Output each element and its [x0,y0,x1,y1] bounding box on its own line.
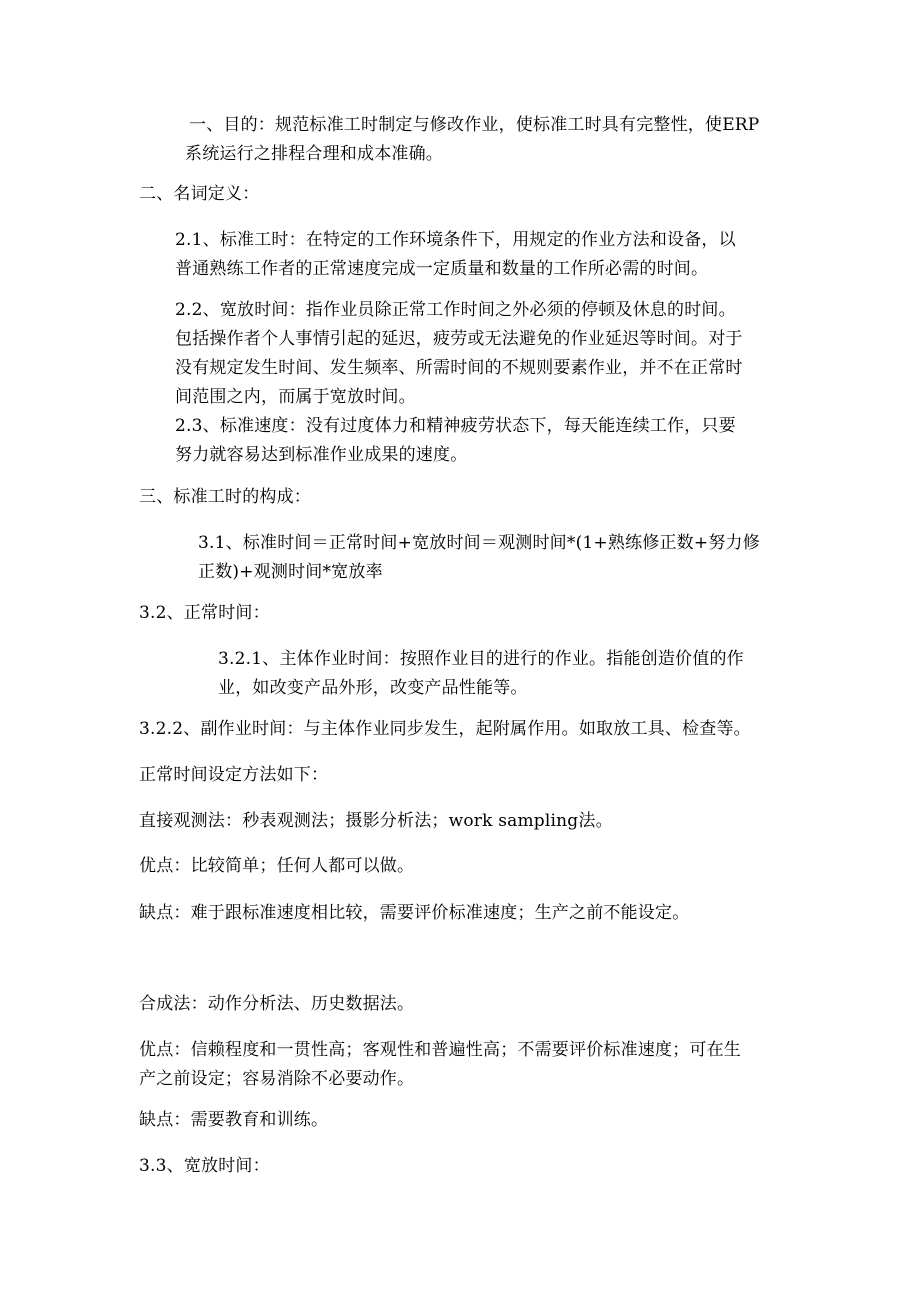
heading-3-3: 3.3、宽放时间： [139,1156,270,1176]
definition-3-2-1-line-1: 3.2.1、主体作业时间：按照作业目的进行的作业。指能创造价值的作 [218,649,744,669]
definition-2-1-line-1: 2.1、标准工时：在特定的工作环境条件下，用规定的作业方法和设备，以 [175,230,736,250]
definition-2-2-line-1: 2.2、宽放时间：指作业员除正常工作时间之外必须的停顿及休息的时间。 [175,300,736,320]
definition-2-3-line-2: 努力就容易达到标准作业成果的速度。 [175,445,468,465]
definition-2-2 [175,296,743,412]
section-3-heading: 三、标准工时的构成： [139,487,311,507]
method-intro: 正常时间设定方法如下： [139,765,329,785]
formula-3-1-line-1: 3.1、标准时间＝正常时间+宽放时间＝观测时间*(1+熟练修正数+努力修 [198,533,760,553]
direct-method-cons: 缺点：难于跟标准速度相比较，需要评价标准速度；生产之前不能设定。 [139,903,690,923]
definition-3-2-1 [218,645,744,703]
section-1-line-1: 一、目的：规范标准工时制定与修改作业，使标准工时具有完整性，使ERP [189,115,760,135]
section-1-purpose [185,111,760,169]
synthesis-method-cons: 缺点：需要教育和训练。 [139,1110,329,1130]
synthesis-pros-line-2: 产之前设定；容易消除不必要动作。 [139,1069,415,1089]
synthesis-method-pros [139,1036,741,1094]
synthesis-pros-line-1: 优点：信赖程度和一贯性高；客观性和普遍性高；不需要评价标准速度；可在生 [139,1040,741,1060]
definition-2-3-line-1: 2.3、标准速度：没有过度体力和精神疲劳状态下，每天能连续工作，只要 [175,416,736,436]
definition-2-1 [175,226,736,284]
definition-3-2-1-line-2: 业，如改变产品外形，改变产品性能等。 [218,678,528,698]
definition-2-3 [175,412,736,470]
definition-2-2-line-2: 包括操作者个人事情引起的延迟，疲劳或无法避免的作业延迟等时间。对于 [175,329,743,349]
formula-3-1-line-2: 正数)+观测时间*宽放率 [198,562,383,582]
definition-2-2-line-4: 间范围之内，而属于宽放时间。 [175,387,416,407]
heading-3-2: 3.2、正常时间： [139,603,270,623]
definition-3-2-2: 3.2.2、副作业时间：与主体作业同步发生，起附属作用。如取放工具、检查等。 [139,719,751,739]
direct-method: 直接观测法：秒表观测法；摄影分析法；work sampling法。 [139,811,613,831]
section-1-line-2: 系统运行之排程合理和成本准确。 [185,144,443,164]
definition-2-1-line-2: 普通熟练工作者的正常速度完成一定质量和数量的工作所必需的时间。 [175,259,709,279]
section-2-heading: 二、名词定义： [139,184,260,204]
direct-method-pros: 优点：比较简单；任何人都可以做。 [139,856,415,876]
synthesis-method: 合成法：动作分析法、历史数据法。 [139,994,415,1014]
formula-3-1 [198,529,760,587]
definition-2-2-line-3: 没有规定发生时间、发生频率、所需时间的不规则要素作业，并不在正常时 [175,358,743,378]
